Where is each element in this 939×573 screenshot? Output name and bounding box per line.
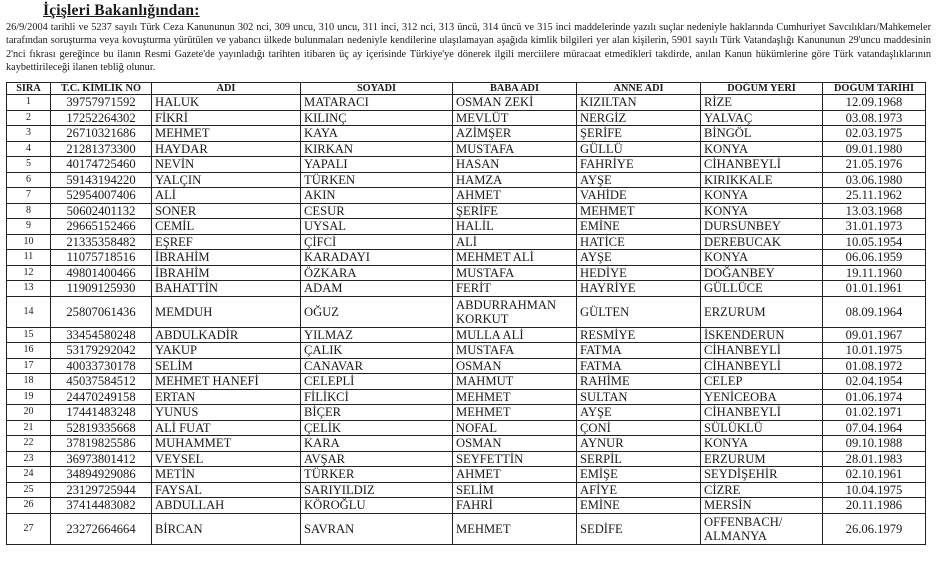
cell-dogum-yeri: YALVAÇ (701, 110, 823, 126)
table-row (7, 436, 926, 452)
cell-sira: 13 (7, 281, 51, 297)
cell-adi: HAYDAR (152, 141, 301, 157)
table-row (7, 405, 926, 421)
cell-sira: 27 (7, 513, 51, 544)
cell-dogum-yeri: DOĞANBEY (701, 265, 823, 281)
cell-sira: 4 (7, 141, 51, 157)
cell-tc-kimlik-no: 23129725944 (51, 482, 152, 498)
cell-tc-kimlik-no: 17441483248 (51, 405, 152, 421)
cell-soyadi: KILINÇ (301, 110, 453, 126)
table-row (7, 219, 926, 235)
cell-anne-adi: RAHİME (577, 374, 701, 390)
cell-adi: İBRAHİM (152, 250, 301, 266)
table-row (7, 451, 926, 467)
cell-adi: MEHMET HANEFİ (152, 374, 301, 390)
table-row (7, 513, 926, 544)
cell-sira: 18 (7, 374, 51, 390)
cell-adi: CEMİL (152, 219, 301, 235)
cell-soyadi: SAVRAN (301, 513, 453, 544)
cell-anne-adi: GÜLTEN (577, 296, 701, 327)
cell-anne-adi: HAYRİYE (577, 281, 701, 297)
cell-tc-kimlik-no: 26710321686 (51, 126, 152, 142)
cell-anne-adi: AYNUR (577, 436, 701, 452)
cell-anne-adi: GÜLLÜ (577, 141, 701, 157)
cell-anne-adi: AYŞE (577, 172, 701, 188)
table-row (7, 188, 926, 204)
cell-dogum-tarihi: 01.06.1974 (823, 389, 926, 405)
cell-baba-adi: ŞERİFE (453, 203, 577, 219)
cell-dogum-yeri: MERSİN (701, 498, 823, 514)
cell-soyadi: CESUR (301, 203, 453, 219)
citizenship-table (6, 82, 926, 545)
cell-tc-kimlik-no: 39757971592 (51, 95, 152, 111)
cell-anne-adi: AYŞE (577, 250, 701, 266)
cell-dogum-yeri: RİZE (701, 95, 823, 111)
cell-soyadi: KAYA (301, 126, 453, 142)
cell-dogum-yeri: ERZURUM (701, 296, 823, 327)
cell-adi: HALUK (152, 95, 301, 111)
cell-baba-adi: AZİMŞER (453, 126, 577, 142)
cell-sira: 15 (7, 327, 51, 343)
cell-dogum-tarihi: 13.03.1968 (823, 203, 926, 219)
cell-dogum-tarihi: 19.11.1960 (823, 265, 926, 281)
cell-tc-kimlik-no: 40174725460 (51, 157, 152, 173)
cell-baba-adi: SELİM (453, 482, 577, 498)
cell-soyadi: YILMAZ (301, 327, 453, 343)
cell-baba-adi: MUSTAFA (453, 265, 577, 281)
cell-dogum-tarihi: 09.01.1980 (823, 141, 926, 157)
table-row (7, 343, 926, 359)
cell-tc-kimlik-no: 11075718516 (51, 250, 152, 266)
cell-soyadi: SARIYILDIZ (301, 482, 453, 498)
cell-baba-adi: NOFAL (453, 420, 577, 436)
cell-tc-kimlik-no: 24470249158 (51, 389, 152, 405)
cell-anne-adi: RESMİYE (577, 327, 701, 343)
cell-soyadi: KARA (301, 436, 453, 452)
cell-soyadi: MATARACI (301, 95, 453, 111)
cell-adi: SELİM (152, 358, 301, 374)
cell-dogum-yeri: YENİCEOBA (701, 389, 823, 405)
cell-dogum-tarihi: 20.11.1986 (823, 498, 926, 514)
cell-tc-kimlik-no: 52819335668 (51, 420, 152, 436)
cell-adi: İBRAHİM (152, 265, 301, 281)
cell-sira: 2 (7, 110, 51, 126)
cell-adi: EŞREF (152, 234, 301, 250)
cell-dogum-tarihi: 01.01.1961 (823, 281, 926, 297)
cell-baba-adi: MUSTAFA (453, 343, 577, 359)
cell-dogum-tarihi: 02.03.1975 (823, 126, 926, 142)
cell-tc-kimlik-no: 59143194220 (51, 172, 152, 188)
cell-anne-adi: FAHRİYE (577, 157, 701, 173)
table-row (7, 358, 926, 374)
cell-adi: BAHATTİN (152, 281, 301, 297)
cell-dogum-tarihi: 31.01.1973 (823, 219, 926, 235)
cell-dogum-yeri: KIRIKKALE (701, 172, 823, 188)
cell-baba-adi: FERİT (453, 281, 577, 297)
cell-anne-adi: KIZILTAN (577, 95, 701, 111)
intro-paragraph: 26/9/2004 tarihli ve 5237 sayılı Türk Ceza Kanununun 302 nci, 309 uncu, 310 uncu, 311 inci, 312 nci, 313 üncü, 314 üncü ve 315 inci maddelerinde yazılı suçlar nedeniyle haklarında Cumhuriyet Savcılıkları/Mahkemeler tarafından soruşturma veya kovuşturma yürütülen ve yabancı ülkede bulunmaları nedeniyle kendilerine ulaşılamayan aşağıda kimlik bilgileri yer alan kişilerin, 5901 sayılı Türk Vatandaşlığı Kanununun 29'uncu maddesinin 2'nci fıkrası gereğince bu ilanın Resmi Gazete'de yayınladığı tarihten itibaren üç ay içerisinde Türkiye'ye dönerek ilgili merciilere müracaat etmedikleri takdirde, anılan Kanun hükümlerine göre Türk vatandaşlıklarının kaybettirileceği ilanen tebliğ olunur. (6, 22, 931, 73)
cell-baba-adi: MEVLÜT (453, 110, 577, 126)
cell-tc-kimlik-no: 34894929086 (51, 467, 152, 483)
cell-adi: ABDULLAH (152, 498, 301, 514)
cell-anne-adi: EMİNE (577, 219, 701, 235)
cell-tc-kimlik-no: 53179292042 (51, 343, 152, 359)
cell-baba-adi: OSMAN (453, 436, 577, 452)
cell-dogum-tarihi: 25.11.1962 (823, 188, 926, 204)
cell-anne-adi: AYŞE (577, 405, 701, 421)
cell-anne-adi: EMİŞE (577, 467, 701, 483)
cell-anne-adi: MEHMET (577, 203, 701, 219)
cell-baba-adi: MAHMUT (453, 374, 577, 390)
cell-soyadi: CELEPLİ (301, 374, 453, 390)
cell-baba-adi: SEYFETTİN (453, 451, 577, 467)
cell-dogum-yeri: KONYA (701, 436, 823, 452)
cell-baba-adi: HALİL (453, 219, 577, 235)
cell-baba-adi: OSMAN ZEKİ (453, 95, 577, 111)
table-row (7, 234, 926, 250)
cell-sira: 14 (7, 296, 51, 327)
cell-sira: 20 (7, 405, 51, 421)
cell-sira: 25 (7, 482, 51, 498)
cell-sira: 5 (7, 157, 51, 173)
cell-sira: 19 (7, 389, 51, 405)
cell-sira: 11 (7, 250, 51, 266)
cell-tc-kimlik-no: 11909125930 (51, 281, 152, 297)
cell-baba-adi: ABDURRAHMAN KORKUT (453, 296, 577, 327)
cell-anne-adi: SEDİFE (577, 513, 701, 544)
table-row (7, 110, 926, 126)
cell-soyadi: AVŞAR (301, 451, 453, 467)
cell-soyadi: UYSAL (301, 219, 453, 235)
cell-baba-adi: HASAN (453, 157, 577, 173)
cell-adi: SONER (152, 203, 301, 219)
cell-baba-adi: AHMET (453, 467, 577, 483)
cell-tc-kimlik-no: 37414483082 (51, 498, 152, 514)
cell-sira: 7 (7, 188, 51, 204)
cell-adi: FAYSAL (152, 482, 301, 498)
cell-dogum-tarihi: 21.05.1976 (823, 157, 926, 173)
cell-tc-kimlik-no: 25807061436 (51, 296, 152, 327)
table-row (7, 498, 926, 514)
table-row (7, 482, 926, 498)
cell-soyadi: CANAVAR (301, 358, 453, 374)
cell-dogum-tarihi: 01.08.1972 (823, 358, 926, 374)
cell-dogum-yeri: GÜLLÜCE (701, 281, 823, 297)
column-header-anne-adi: ANNE ADI (577, 83, 701, 95)
cell-sira: 17 (7, 358, 51, 374)
table-row (7, 141, 926, 157)
cell-sira: 6 (7, 172, 51, 188)
column-header-sira: SIRA (7, 83, 51, 95)
cell-anne-adi: FATMA (577, 343, 701, 359)
cell-baba-adi: HAMZA (453, 172, 577, 188)
cell-soyadi: OĞUZ (301, 296, 453, 327)
column-header-tc-kimlik-no: T.C. KİMLİK NO (51, 83, 152, 95)
cell-baba-adi: ALİ (453, 234, 577, 250)
table-row (7, 420, 926, 436)
cell-baba-adi: OSMAN (453, 358, 577, 374)
cell-dogum-yeri: KONYA (701, 188, 823, 204)
cell-baba-adi: MEHMET (453, 389, 577, 405)
cell-dogum-tarihi: 10.04.1975 (823, 482, 926, 498)
cell-anne-adi: SERPİL (577, 451, 701, 467)
cell-adi: MEMDUH (152, 296, 301, 327)
cell-dogum-tarihi: 07.04.1964 (823, 420, 926, 436)
cell-dogum-yeri: İSKENDERUN (701, 327, 823, 343)
cell-tc-kimlik-no: 52954007406 (51, 188, 152, 204)
cell-anne-adi: SULTAN (577, 389, 701, 405)
cell-sira: 21 (7, 420, 51, 436)
cell-tc-kimlik-no: 45037584512 (51, 374, 152, 390)
cell-dogum-tarihi: 08.09.1964 (823, 296, 926, 327)
cell-adi: ABDULKADİR (152, 327, 301, 343)
cell-adi: ALİ FUAT (152, 420, 301, 436)
cell-soyadi: YAPALI (301, 157, 453, 173)
cell-dogum-yeri: SEYDİŞEHİR (701, 467, 823, 483)
table-row (7, 374, 926, 390)
cell-adi: MUHAMMET (152, 436, 301, 452)
cell-adi: MEHMET (152, 126, 301, 142)
cell-soyadi: FİLİKCİ (301, 389, 453, 405)
cell-tc-kimlik-no: 33454580248 (51, 327, 152, 343)
cell-dogum-tarihi: 10.05.1954 (823, 234, 926, 250)
cell-anne-adi: HATİCE (577, 234, 701, 250)
cell-dogum-yeri: CİHANBEYLİ (701, 405, 823, 421)
column-header-soyadi: SOYADI (301, 83, 453, 95)
cell-sira: 1 (7, 95, 51, 111)
cell-sira: 10 (7, 234, 51, 250)
table-header-row (7, 83, 926, 95)
cell-adi: NEVİN (152, 157, 301, 173)
cell-adi: YUNUS (152, 405, 301, 421)
cell-sira: 3 (7, 126, 51, 142)
column-header-dogum-yeri: DOĞUM YERİ (701, 83, 823, 95)
cell-sira: 8 (7, 203, 51, 219)
cell-dogum-yeri: CİHANBEYLİ (701, 157, 823, 173)
cell-soyadi: ÇELİK (301, 420, 453, 436)
cell-tc-kimlik-no: 21335358482 (51, 234, 152, 250)
cell-dogum-tarihi: 28.01.1983 (823, 451, 926, 467)
cell-dogum-yeri: KONYA (701, 250, 823, 266)
cell-soyadi: KIRKAN (301, 141, 453, 157)
cell-anne-adi: ÇONİ (577, 420, 701, 436)
cell-tc-kimlik-no: 36973801412 (51, 451, 152, 467)
table-body (7, 95, 926, 545)
cell-soyadi: ÇALIK (301, 343, 453, 359)
cell-dogum-tarihi: 26.06.1979 (823, 513, 926, 544)
cell-soyadi: ÇİFCİ (301, 234, 453, 250)
cell-soyadi: KARADAYI (301, 250, 453, 266)
cell-baba-adi: MULLA ALİ (453, 327, 577, 343)
cell-dogum-tarihi: 02.04.1954 (823, 374, 926, 390)
cell-soyadi: KÖROĞLU (301, 498, 453, 514)
cell-dogum-tarihi: 10.01.1975 (823, 343, 926, 359)
cell-dogum-yeri: ERZURUM (701, 451, 823, 467)
cell-sira: 12 (7, 265, 51, 281)
cell-sira: 26 (7, 498, 51, 514)
cell-soyadi: BİÇER (301, 405, 453, 421)
cell-anne-adi: HEDİYE (577, 265, 701, 281)
cell-tc-kimlik-no: 29665152466 (51, 219, 152, 235)
table-row (7, 172, 926, 188)
cell-anne-adi: EMİNE (577, 498, 701, 514)
cell-tc-kimlik-no: 40033730178 (51, 358, 152, 374)
table-row (7, 467, 926, 483)
cell-baba-adi: MEHMET (453, 513, 577, 544)
cell-dogum-tarihi: 03.06.1980 (823, 172, 926, 188)
table-row (7, 296, 926, 327)
cell-anne-adi: VAHİDE (577, 188, 701, 204)
table-row (7, 203, 926, 219)
cell-sira: 16 (7, 343, 51, 359)
cell-dogum-yeri: SÜLÜKLÜ (701, 420, 823, 436)
cell-adi: VEYSEL (152, 451, 301, 467)
table-row (7, 126, 926, 142)
cell-anne-adi: ŞERİFE (577, 126, 701, 142)
cell-tc-kimlik-no: 50602401132 (51, 203, 152, 219)
cell-dogum-tarihi: 09.10.1988 (823, 436, 926, 452)
table-row (7, 389, 926, 405)
cell-dogum-tarihi: 02.10.1961 (823, 467, 926, 483)
cell-dogum-yeri: KONYA (701, 141, 823, 157)
cell-dogum-tarihi: 01.02.1971 (823, 405, 926, 421)
cell-dogum-yeri: KONYA (701, 203, 823, 219)
cell-tc-kimlik-no: 49801400466 (51, 265, 152, 281)
table-row (7, 95, 926, 111)
cell-adi: ERTAN (152, 389, 301, 405)
cell-adi: BİRCAN (152, 513, 301, 544)
cell-adi: METİN (152, 467, 301, 483)
cell-baba-adi: MEHMET ALİ (453, 250, 577, 266)
cell-baba-adi: MEHMET (453, 405, 577, 421)
cell-dogum-yeri: OFFENBACH/ ALMANYA (701, 513, 823, 544)
cell-sira: 22 (7, 436, 51, 452)
cell-dogum-yeri: BİNGÖL (701, 126, 823, 142)
cell-adi: FİKRİ (152, 110, 301, 126)
cell-soyadi: TÜRKEN (301, 172, 453, 188)
cell-soyadi: ÖZKARA (301, 265, 453, 281)
table-row (7, 265, 926, 281)
cell-anne-adi: AFİYE (577, 482, 701, 498)
column-header-dogum-tarihi: DOĞUM TARİHİ (823, 83, 926, 95)
table-row (7, 250, 926, 266)
table-row (7, 327, 926, 343)
cell-dogum-yeri: CELEP (701, 374, 823, 390)
cell-dogum-yeri: DEREBUCAK (701, 234, 823, 250)
cell-sira: 24 (7, 467, 51, 483)
cell-anne-adi: FATMA (577, 358, 701, 374)
cell-dogum-tarihi: 09.01.1967 (823, 327, 926, 343)
cell-dogum-tarihi: 03.08.1973 (823, 110, 926, 126)
cell-tc-kimlik-no: 37819825586 (51, 436, 152, 452)
table-row (7, 157, 926, 173)
cell-baba-adi: AHMET (453, 188, 577, 204)
cell-sira: 23 (7, 451, 51, 467)
table-row (7, 281, 926, 297)
column-header-adi: ADI (152, 83, 301, 95)
cell-dogum-yeri: CİHANBEYLİ (701, 358, 823, 374)
cell-dogum-tarihi: 12.09.1968 (823, 95, 926, 111)
cell-tc-kimlik-no: 23272664664 (51, 513, 152, 544)
cell-dogum-yeri: CİHANBEYLİ (701, 343, 823, 359)
cell-tc-kimlik-no: 17252264302 (51, 110, 152, 126)
cell-soyadi: AKIN (301, 188, 453, 204)
page-title: İçişleri Bakanlığından: (43, 2, 200, 19)
cell-adi: ALİ (152, 188, 301, 204)
cell-baba-adi: FAHRİ (453, 498, 577, 514)
cell-tc-kimlik-no: 21281373300 (51, 141, 152, 157)
cell-dogum-yeri: DURSUNBEY (701, 219, 823, 235)
cell-soyadi: TÜRKER (301, 467, 453, 483)
cell-baba-adi: MUSTAFA (453, 141, 577, 157)
cell-adi: YAKUP (152, 343, 301, 359)
cell-anne-adi: NERGİZ (577, 110, 701, 126)
cell-adi: YALÇIN (152, 172, 301, 188)
column-header-baba-adi: BABA ADI (453, 83, 577, 95)
cell-dogum-yeri: CİZRE (701, 482, 823, 498)
cell-dogum-tarihi: 06.06.1959 (823, 250, 926, 266)
cell-sira: 9 (7, 219, 51, 235)
cell-soyadi: ADAM (301, 281, 453, 297)
